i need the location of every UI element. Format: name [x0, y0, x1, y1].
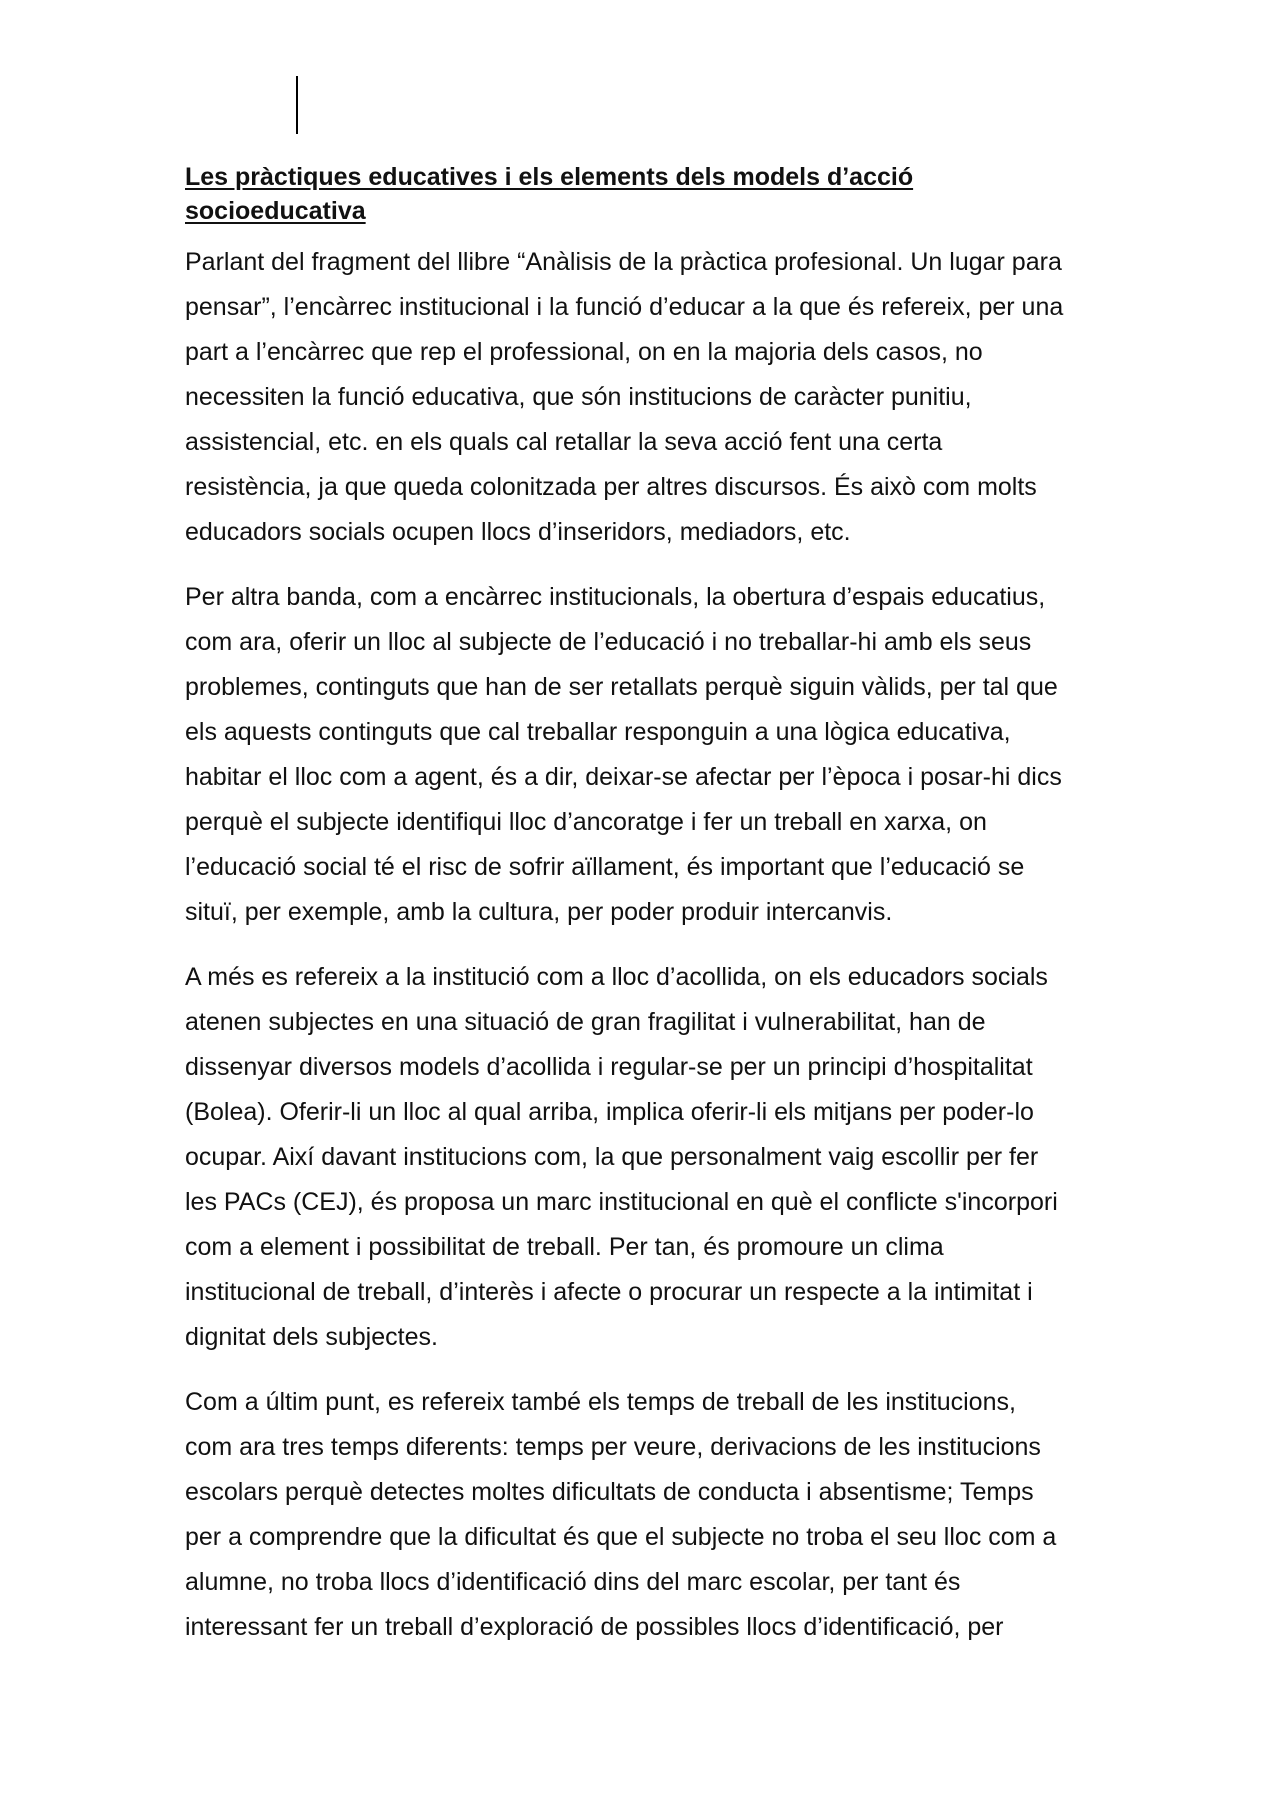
document-title: Les pràctiques educatives i els elements dels models d’acció socioeducativa — [185, 163, 914, 225]
paragraph-4: Com a últim punt, es refereix també els temps de treball de les institucions, com ara tres temps diferents: temps per veure, derivacions de les institucions escolars perquè detectes moltes dificultats de conducta i absentisme; Temps per a comprendre que la dificultat és que el subjecte no troba el seu lloc com a alumne, no troba llocs d’identificació dins del marc escolar, per tant és interessant fer un treball d’exploració de possibles llocs d’identificació, per — [185, 1388, 1057, 1641]
paragraph-1: Parlant del fragment del llibre “Anàlisis de la pràctica profesional. Un lugar para pensar”, l’encàrrec institucional i la funció d’educar a la que és refereix, per una part a l’encàrrec que rep el professional, on en la majoria dels casos, no necessiten la funció educativa, que són institucions de caràcter punitiu, assistencial, etc. en els quals cal retallar la seva acció fent una certa resistència, ja que queda colonitzada per altres discursos. És això com molts educadors socials ocupen llocs d’inseridors, mediadors, etc. — [185, 248, 1064, 546]
document-body — [185, 160, 1105, 1670]
text-cursor-mark — [296, 76, 298, 134]
paragraph-2: Per altra banda, com a encàrrec institucionals, la obertura d’espais educatius, com ara, oferir un lloc al subjecte de l’educació i no treballar-hi amb els seus problemes, continguts que han de ser retallats perquè siguin vàlids, per tal que els aquests continguts que cal treballar responguin a una lògica educativa, habitar el lloc com a agent, és a dir, deixar-se afectar per l’època i posar-hi dics perquè el subjecte identifiqui lloc d’ancoratge i fer un treball en xarxa, on l’educació social té el risc de sofrir aïllament, és important que l’educació se situï, per exemple, amb la cultura, per poder produir intercanvis. — [185, 583, 1062, 926]
paragraph-3: A més es refereix a la institució com a lloc d’acollida, on els educadors socials atenen subjectes en una situació de gran fragilitat i vulnerabilitat, han de dissenyar diversos models d’acollida i regular-se per un principi d’hospitalitat (Bolea). Oferir-li un lloc al qual arriba, implica oferir-li els mitjans per poder-lo ocupar. Així davant institucions com, la que personalment vaig escollir per fer les PACs (CEJ), és proposa un marc institucional en què el conflicte s'incorpori com a element i possibilitat de treball. Per tan, és promoure un clima institucional de treball, d’interès i afecte o procurar un respecte a la intimitat i dignitat dels subjectes. — [185, 963, 1058, 1351]
